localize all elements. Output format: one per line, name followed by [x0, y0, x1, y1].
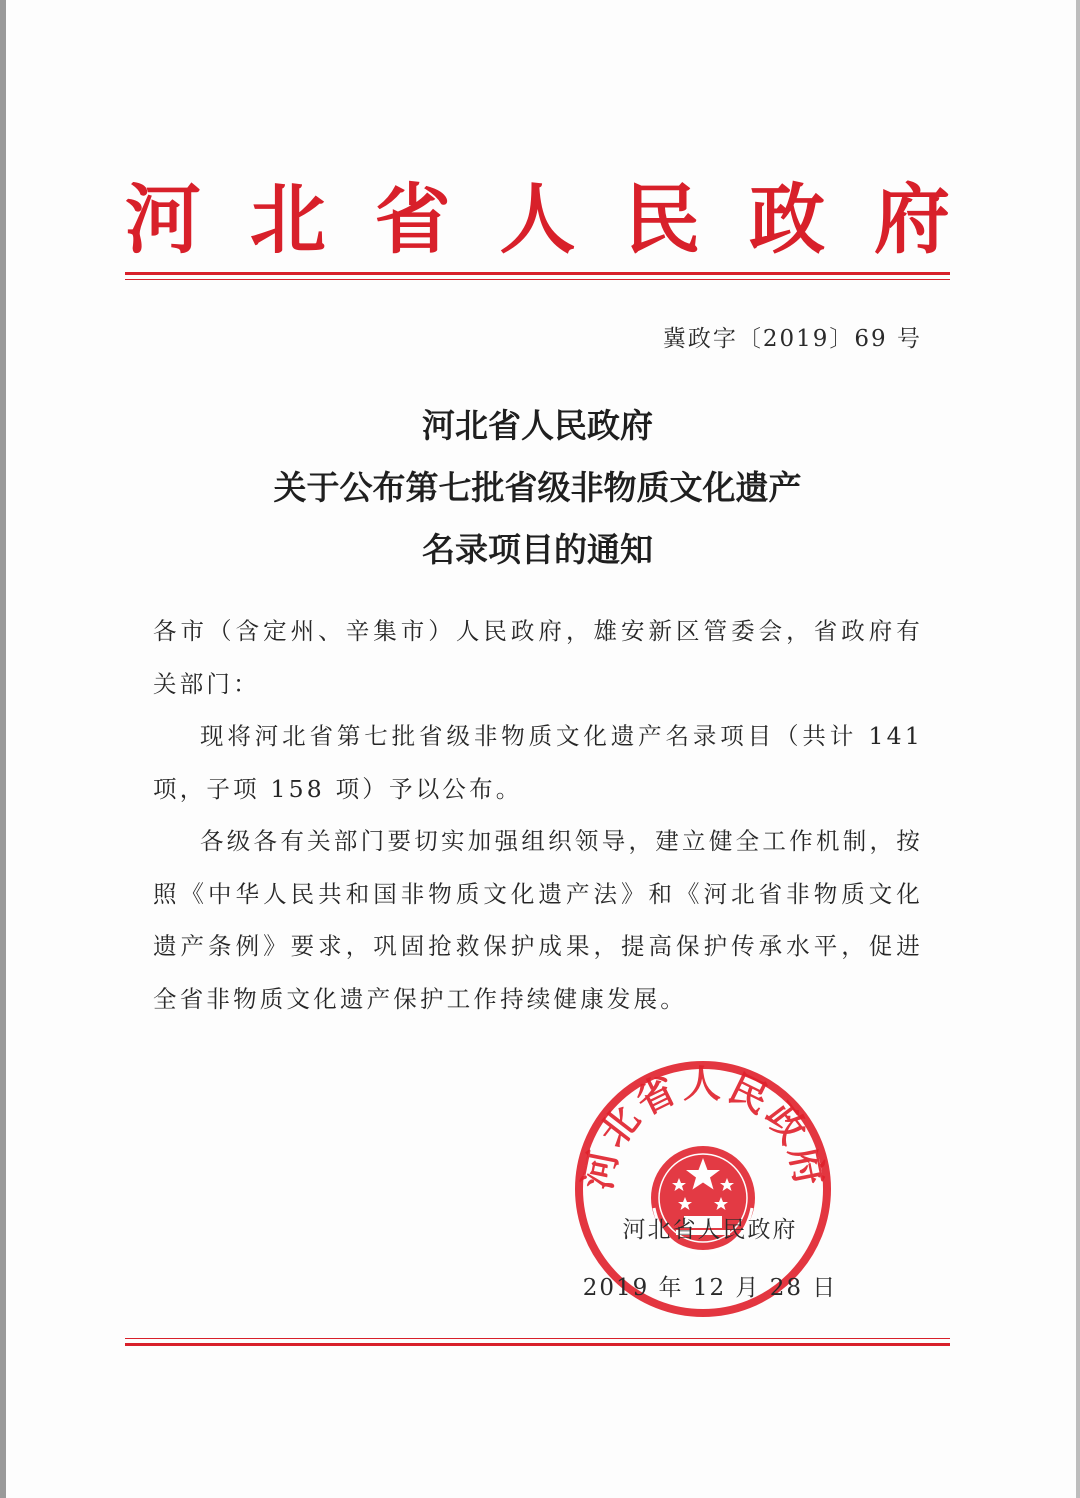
letterhead-title	[125, 170, 950, 270]
scan-edge-right	[1076, 0, 1080, 1498]
letterhead-red-rule	[125, 272, 950, 282]
title-line-2: 关于公布第七批省级非物质文化遗产	[273, 468, 802, 507]
letterhead-char: 省	[374, 175, 451, 264]
title-line-3: 名录项目的通知	[422, 530, 653, 569]
document-body	[153, 605, 923, 1025]
letterhead-char: 政	[749, 175, 826, 264]
signature-block	[560, 1208, 860, 1318]
title-line-1: 河北省人民政府	[422, 406, 653, 445]
scan-edge-left	[0, 0, 6, 1498]
footer-red-rule	[125, 1338, 950, 1348]
issue-date: 2019 年 12 月 28 日	[582, 1275, 838, 1301]
body-paragraph-1: 现将河北省第七批省级非物质文化遗产名录项目（共计 141 项，子项 158 项）予以公布。	[153, 722, 923, 803]
body-paragraph-2: 各级各有关部门要切实加强组织领导，建立健全工作机制，按照《中华人民共和国非物质文化遗产法》和《河北省非物质文化遗产条例》要求，巩固抢救保护成果，提高保护传承水平，促进全省非物质文化遗产保护工作持续健康发展。	[153, 827, 923, 1013]
document-title	[125, 395, 950, 581]
letterhead-char: 河	[125, 175, 201, 264]
seal-text: 河北省人民政府	[574, 1060, 834, 1194]
letterhead-char: 民	[624, 175, 701, 264]
letterhead-char: 府	[873, 175, 950, 264]
issuing-authority: 河北省人民政府	[622, 1217, 798, 1243]
letterhead-char: 北	[249, 175, 326, 264]
letterhead-char: 人	[499, 175, 576, 264]
addressee: 各市（含定州、辛集市）人民政府，雄安新区管委会，省政府有关部门：	[153, 617, 923, 698]
document-number: 冀政字〔2019〕69 号	[662, 326, 922, 352]
